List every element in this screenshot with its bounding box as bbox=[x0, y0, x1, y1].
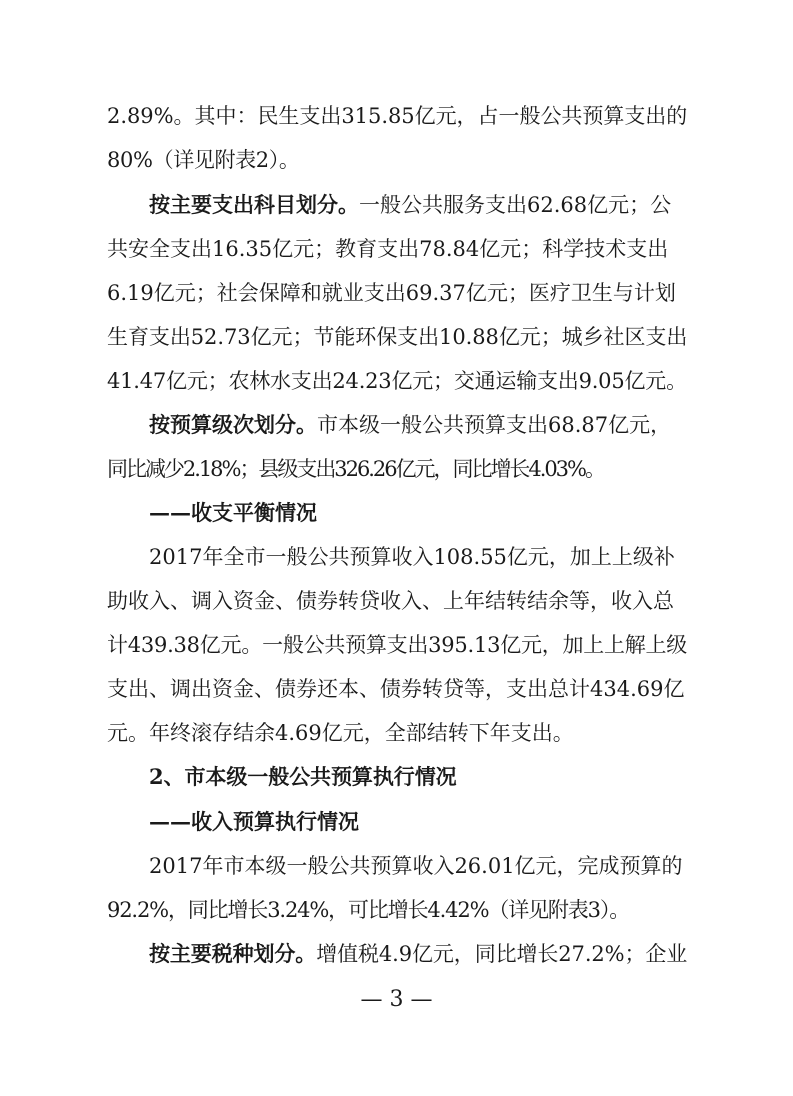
text-run: 80%（详见附表2）。 bbox=[107, 148, 300, 172]
text-line bbox=[149, 802, 361, 842]
text-line bbox=[107, 229, 687, 269]
text-run: 增值税4.9亿元，同比增长27.2%；企业 bbox=[316, 942, 688, 966]
text-run: 元。年终滚存结余4.69亿元，全部结转下年支出。 bbox=[107, 721, 574, 745]
text-line bbox=[107, 449, 604, 489]
text-line bbox=[149, 185, 687, 225]
bold-heading-run: 按预算级次划分。 bbox=[149, 412, 317, 437]
text-line bbox=[149, 934, 687, 974]
bold-heading-run: 按主要税种划分。 bbox=[149, 941, 317, 966]
text-line bbox=[149, 405, 687, 445]
text-line bbox=[107, 96, 687, 136]
text-run: 生育支出52.73亿元；节能环保支出10.88亿元；城乡社区支出 bbox=[107, 325, 688, 349]
text-line bbox=[107, 361, 687, 401]
bold-heading-run: ——收入预算执行情况 bbox=[149, 809, 359, 834]
text-run: 2.89%。其中：民生支出315.85亿元，占一般公共预算支出的 bbox=[107, 104, 688, 128]
bold-heading-run: 按主要支出科目划分。 bbox=[149, 192, 359, 217]
text-line bbox=[107, 713, 577, 753]
text-line bbox=[107, 140, 300, 180]
text-run: 计439.38亿元。一般公共预算支出395.13亿元，加上上解上级 bbox=[107, 633, 688, 657]
text-line bbox=[107, 581, 687, 621]
text-run: 助收入、调入资金、债券转贷收入、上年结转结余等，收入总 bbox=[107, 589, 674, 613]
text-line bbox=[107, 317, 687, 357]
text-line bbox=[107, 273, 687, 313]
text-line bbox=[149, 537, 687, 577]
text-run: 6.19亿元；社会保障和就业支出69.37亿元；医疗卫生与计划 bbox=[107, 281, 676, 305]
text-run: 41.47亿元；农林水支出24.23亿元；交通运输支出9.05亿元。 bbox=[107, 369, 687, 393]
text-line bbox=[149, 493, 319, 533]
text-run: 共安全支出16.35亿元；教育支出78.84亿元；科学技术支出 bbox=[107, 237, 669, 261]
text-run: 2017年市本级一般公共预算收入26.01亿元，完成预算的 bbox=[149, 854, 683, 878]
text-run: 一般公共服务支出62.68亿元；公 bbox=[359, 193, 672, 217]
text-line bbox=[149, 757, 457, 797]
text-run: 2017年全市一般公共预算收入108.55亿元，加上上级补 bbox=[149, 545, 675, 569]
text-line bbox=[107, 625, 687, 665]
bold-heading-run: 2、市本级一般公共预算执行情况 bbox=[149, 764, 457, 789]
text-line bbox=[107, 890, 629, 930]
page-number: — 3 — bbox=[360, 987, 433, 1012]
text-run: 支出、调出资金、债券还本、债券转贷等，支出总计434.69亿 bbox=[107, 677, 685, 701]
text-run: 92.2%，同比增长3.24%，可比增长4.42%（详见附表3）。 bbox=[107, 898, 630, 922]
text-run: 同比减少2.18%；县级支出326.26亿元，同比增长4.03%。 bbox=[107, 457, 604, 481]
text-run: 市本级一般公共预算支出68.87亿元， bbox=[317, 413, 672, 437]
text-line bbox=[149, 846, 687, 886]
bold-heading-run: ——收支平衡情况 bbox=[149, 500, 317, 525]
text-line bbox=[107, 669, 687, 709]
